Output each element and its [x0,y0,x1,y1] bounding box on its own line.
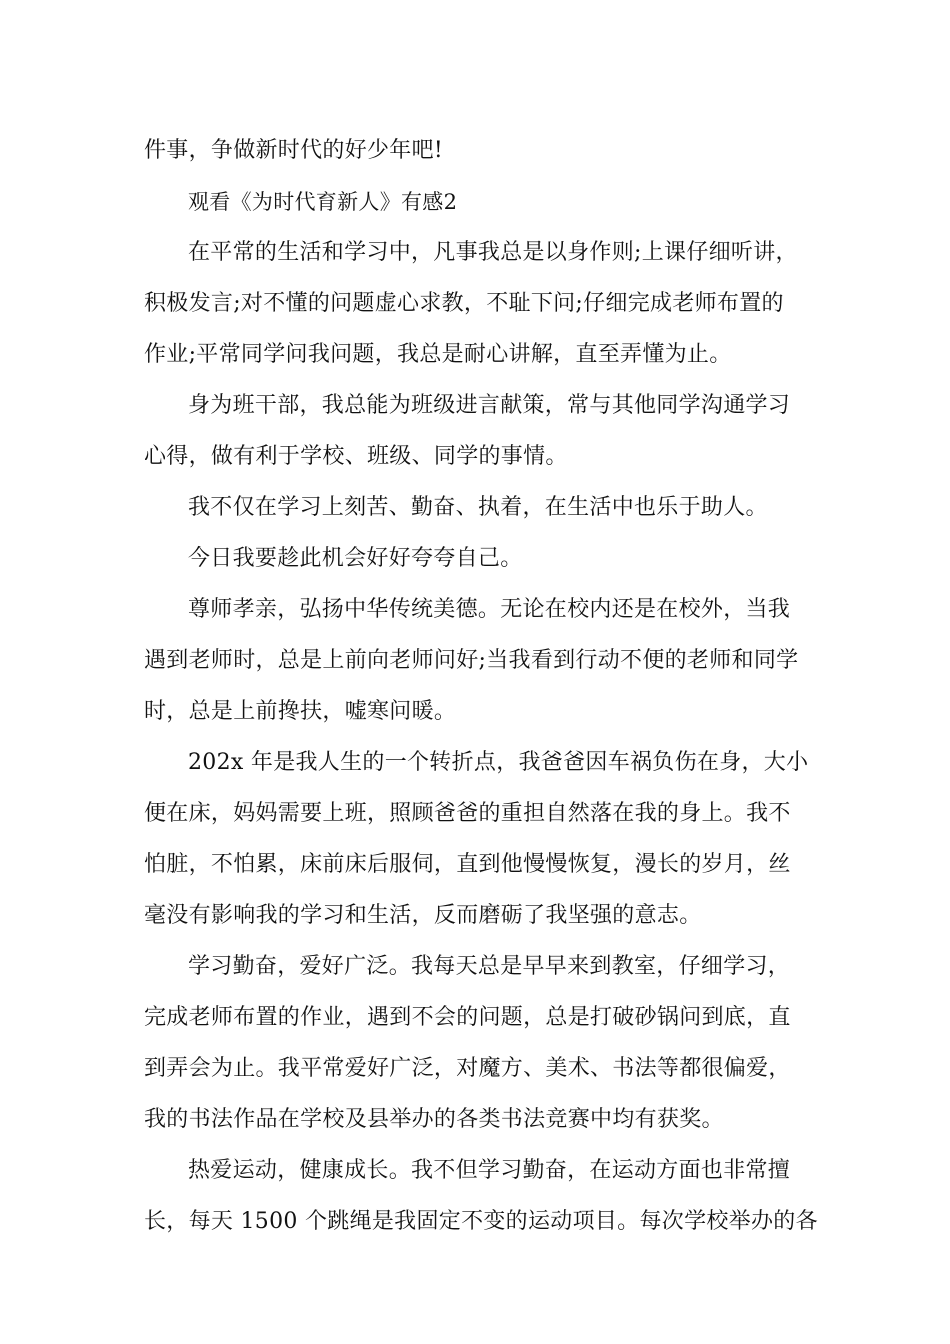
text-line: 件事，争做新时代的好少年吧! [144,138,444,163]
text-line: 在平常的生活和学习中，凡事我总是以身作则;上课仔细听讲， [188,240,798,265]
document-body [144,130,818,1252]
text-line: 作业;平常同学问我问题，我总是耐心讲解，直至弄懂为止。 [144,342,732,367]
text-line: 怕脏，不怕累，床前床后服伺，直到他慢慢恢复，漫长的岁月，丝 [144,852,791,877]
text-line: 时，总是上前搀扶，嘘寒问暖。 [144,699,457,724]
text-line: 今日我要趁此机会好好夸夸自己。 [188,546,523,571]
text-line: 学习勤奋，爱好广泛。我每天总是早早来到教室，仔细学习， [188,954,791,979]
text-line: 热爱运动，健康成长。我不但学习勤奋，在运动方面也非常擅 [188,1158,791,1183]
section-heading: 观看《为时代育新人》有感2 [188,190,458,214]
text-line: 我的书法作品在学校及县举办的各类书法竞赛中均有获奖。 [144,1107,724,1132]
text-line: 我不仅在学习上刻苦、勤奋、执着，在生活中也乐于助人。 [188,495,768,520]
text-line: 完成老师布置的作业，遇到不会的问题，总是打破砂锅问到底，直 [144,1005,791,1030]
text-line: 到弄会为止。我平常爱好广泛，对魔方、美术、书法等都很偏爱， [144,1056,791,1081]
text-line: 身为班干部，我总能为班级进言献策，常与其他同学沟通学习 [188,393,791,418]
text-line: 毫没有影响我的学习和生活，反而磨砺了我坚强的意志。 [144,903,702,928]
text-line: 202x 年是我人生的一个转折点，我爸爸因车祸负伤在身，大小 [188,750,809,775]
text-line: 遇到老师时，总是上前向老师问好;当我看到行动不便的老师和同学 [144,648,799,673]
text-line: 积极发言;对不懂的问题虚心求教，不耻下问;仔细完成老师布置的 [144,291,784,316]
text-line: 尊师孝亲，弘扬中华传统美德。无论在校内还是在校外，当我 [188,597,791,622]
text-line: 长，每天 1500 个跳绳是我固定不变的运动项目。每次学校举办的各 [144,1209,818,1234]
text-line: 心得，做有利于学校、班级、同学的事情。 [144,444,568,469]
text-line: 便在床，妈妈需要上班，照顾爸爸的重担自然落在我的身上。我不 [144,801,791,826]
